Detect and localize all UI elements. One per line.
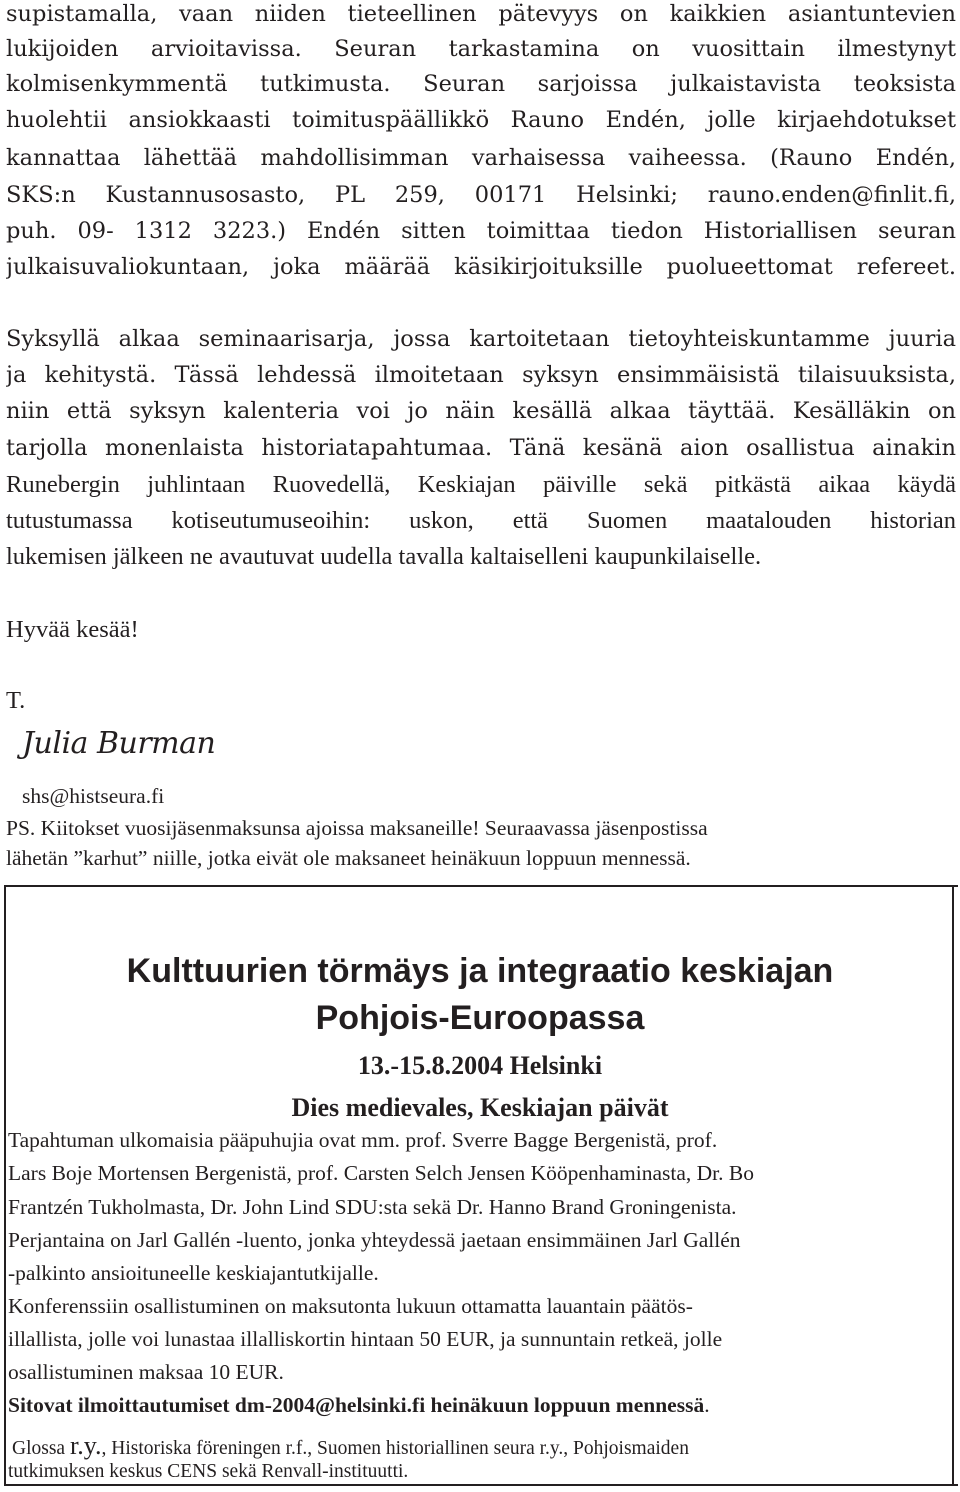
announcement-text-line: -palkinto ansioituneelle keskiajantutkijalle. xyxy=(8,1261,379,1285)
announcement-date-place: 13.-15.8.2004 Helsinki xyxy=(357,1051,603,1080)
text-line: puh. 09- 1312 3223.) Endén sitten toimittaa tiedon Historiallisen seuran xyxy=(6,218,956,244)
organizers-line-2: tutkimuksen keskus CENS sekä Renvall-instituutti. xyxy=(8,1461,409,1482)
text-line: kannattaa lähettää mahdollisimman varhaisessa vaiheessa. (Rauno Endén, xyxy=(6,145,956,171)
text-line: lukemisen jälkeen ne avautuvat uudella tavalla kaltaiselleni kaupunkilaiselle. xyxy=(6,543,762,570)
text-line: lähetän ”karhut” niille, jotka eivät ole maksaneet heinäkuun loppuun mennessä. xyxy=(6,846,691,870)
text-line: PS. Kiitokset vuosijäsenmaksunsa ajoissa maksaneille! Seuraavassa jäsenpostissa xyxy=(6,816,708,840)
announcement-title-line-2: Pohjois-Euroopassa xyxy=(315,999,645,1037)
text-line: lukijoiden arvioitavissa. Seuran tarkastamina on vuosittain ilmestynyt xyxy=(6,36,956,62)
text-line: kolmisenkymmentä tutkimusta. Seuran sarjoissa julkaistavista teoksista xyxy=(6,71,956,97)
organizer-rest: , Historiska föreningen r.f., Suomen historiallinen seura r.y., Pohjoismaiden xyxy=(101,1438,689,1459)
initial: T. xyxy=(6,687,26,714)
organizer-prefix: Glossa xyxy=(12,1438,70,1459)
text-line: huolehtii ansiokkaasti toimituspäällikkö Rauno Endén, jolle kirjaehdotukset xyxy=(6,107,956,133)
registration-line xyxy=(8,1389,956,1422)
greeting: Hyvää kesää! xyxy=(6,616,139,643)
announcement-event-name: Dies medievales, Keskiajan päivät xyxy=(291,1093,669,1122)
organizer-suffix: r.y. xyxy=(69,1431,102,1460)
text-line: tarjolla monenlaista historiatapahtumaa. Tänä kesänä aion osallistua ainakin xyxy=(6,435,956,461)
organizers-line-1 xyxy=(12,1431,689,1461)
text-line: Syksyllä alkaa seminaarisarja, jossa kartoitetaan tietoyhteiskuntamme juuria xyxy=(6,326,956,352)
announcement-text-line: illallista, jolle voi lunastaa illalliskortin hintaan 50 EUR, ja sunnuntain retkeä, jolle xyxy=(8,1327,723,1351)
registration-period: . xyxy=(704,1393,710,1417)
announcement-text-line: Tapahtuman ulkomaisia pääpuhujia ovat mm. prof. Sverre Bagge Bergenistä, prof. xyxy=(8,1128,718,1152)
registration-text: Sitovat ilmoittautumiset dm-2004@helsinki.fi heinäkuun loppuun mennessä xyxy=(8,1393,705,1417)
text-line: SKS:n Kustannusosasto, PL 259, 00171 Helsinki; rauno.enden@finlit.fi, xyxy=(6,182,956,208)
text-line: ja kehitystä. Tässä lehdessä ilmoitetaan syksyn ensimmäisistä tilaisuuksista, xyxy=(6,362,956,388)
text-line: supistamalla, vaan niiden tieteellinen pätevyys on kaikkien asiantuntevien xyxy=(6,1,956,27)
announcement-text-line: Perjantaina on Jarl Gallén -luento, jonka yhteydessä jaetaan ensimmäinen Jarl Gallén xyxy=(8,1228,741,1252)
text-line: julkaisuvaliokuntaan, joka määrää käsikirjoituksille puolueettomat refereet. xyxy=(6,254,956,280)
text-line: Runebergin juhlintaan Ruovedellä, Keskiajan päiville sekä pitkästä aikaa käydä xyxy=(6,471,956,498)
announcement-text-line: Frantzén Tukholmasta, Dr. John Lind SDU:sta sekä Dr. Hanno Brand Groningenista. xyxy=(8,1195,737,1219)
text-line: niin että syksyn kalenteria voi jo näin kesällä alkaa täyttää. Kesälläkin on xyxy=(6,398,956,424)
announcement-text-line: Konferenssiin osallistuminen on maksutonta lukuun ottamatta lauantain päätös- xyxy=(8,1294,693,1318)
announcement-text-line: osallistuminen maksaa 10 EUR. xyxy=(8,1360,284,1384)
email-address: shs@histseura.fi xyxy=(22,784,165,808)
announcement-title-line-1: Kulttuurien törmäys ja integraatio keskiajan xyxy=(126,952,834,990)
text-line: tutustumassa kotiseutumuseoihin: uskon, että Suomen maatalouden historian xyxy=(6,507,956,534)
signature: Julia Burman xyxy=(22,726,216,761)
announcement-text-line: Lars Boje Mortensen Bergenistä, prof. Carsten Selch Jensen Kööpenhaminasta, Dr. Bo xyxy=(8,1161,754,1185)
